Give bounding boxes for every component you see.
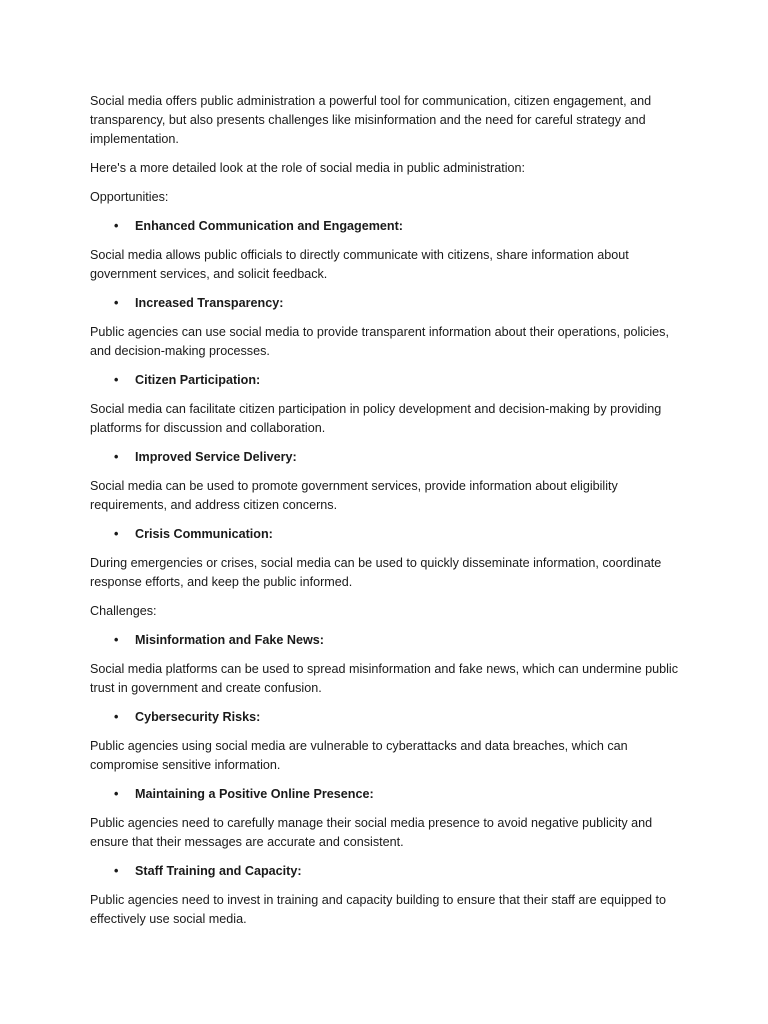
opportunity-title: Increased Transparency: — [135, 296, 284, 310]
lead-paragraph: Here's a more detailed look at the role of social media in public administration: — [90, 161, 526, 175]
challenge-bullet — [90, 785, 680, 804]
opportunity-text: Public agencies can use social media to provide transparent information about their operations, policies, and decision-making processes. — [90, 325, 669, 358]
opportunity-bullet — [90, 525, 680, 544]
challenge-text: Social media platforms can be used to spread misinformation and fake news, which can undermine public trust in government and create confusion. — [90, 662, 679, 695]
opportunity-bullet — [90, 448, 680, 467]
opportunity-bullet — [90, 217, 680, 236]
challenge-text: Public agencies need to carefully manage their social media presence to avoid negative publicity and ensure that their messages are accurate and consistent. — [90, 816, 653, 849]
bullet-icon: • — [114, 373, 119, 387]
opportunity-title: Crisis Communication: — [135, 527, 273, 541]
challenge-title: Staff Training and Capacity: — [135, 864, 302, 878]
opportunities-heading: Opportunities: — [90, 190, 169, 204]
challenge-text: Public agencies using social media are vulnerable to cyberattacks and data breaches, which can compromise sensitive information. — [90, 739, 628, 772]
challenge-text: Public agencies need to invest in training and capacity building to ensure that their staff are equipped to effectively use social media. — [90, 893, 666, 926]
challenge-bullet — [90, 631, 680, 650]
bullet-icon: • — [114, 450, 119, 464]
bullet-icon: • — [114, 527, 119, 541]
bullet-icon: • — [114, 296, 119, 310]
bullet-icon: • — [114, 787, 119, 801]
bullet-icon: • — [114, 710, 119, 724]
bullet-icon: • — [114, 864, 119, 878]
challenge-title: Cybersecurity Risks: — [135, 710, 261, 724]
opportunity-title: Enhanced Communication and Engagement: — [135, 219, 403, 233]
opportunity-bullet — [90, 371, 680, 390]
opportunity-title: Improved Service Delivery: — [135, 450, 297, 464]
challenges-heading: Challenges: — [90, 604, 157, 618]
bullet-icon: • — [114, 219, 119, 233]
opportunity-text: During emergencies or crises, social media can be used to quickly disseminate information, coordinate response efforts, and keep the public informed. — [90, 556, 662, 589]
challenge-bullet — [90, 708, 680, 727]
opportunity-text: Social media can facilitate citizen participation in policy development and decision-making by providing platforms for discussion and collaboration. — [90, 402, 662, 435]
opportunity-text: Social media can be used to promote government services, provide information about eligibility requirements, and address citizen concerns. — [90, 479, 618, 512]
challenge-bullet — [90, 862, 680, 881]
opportunity-bullet — [90, 294, 680, 313]
document-body — [90, 92, 680, 939]
opportunity-title: Citizen Participation: — [135, 373, 261, 387]
bullet-icon: • — [114, 633, 119, 647]
opportunity-text: Social media allows public officials to directly communicate with citizens, share information about government services, and solicit feedback. — [90, 248, 629, 281]
intro-paragraph: Social media offers public administration a powerful tool for communication, citizen engagement, and transparency, but also presents challenges like misinformation and the need for careful strategy and implementation. — [90, 94, 652, 146]
challenge-title: Maintaining a Positive Online Presence: — [135, 787, 374, 801]
challenge-title: Misinformation and Fake News: — [135, 633, 324, 647]
